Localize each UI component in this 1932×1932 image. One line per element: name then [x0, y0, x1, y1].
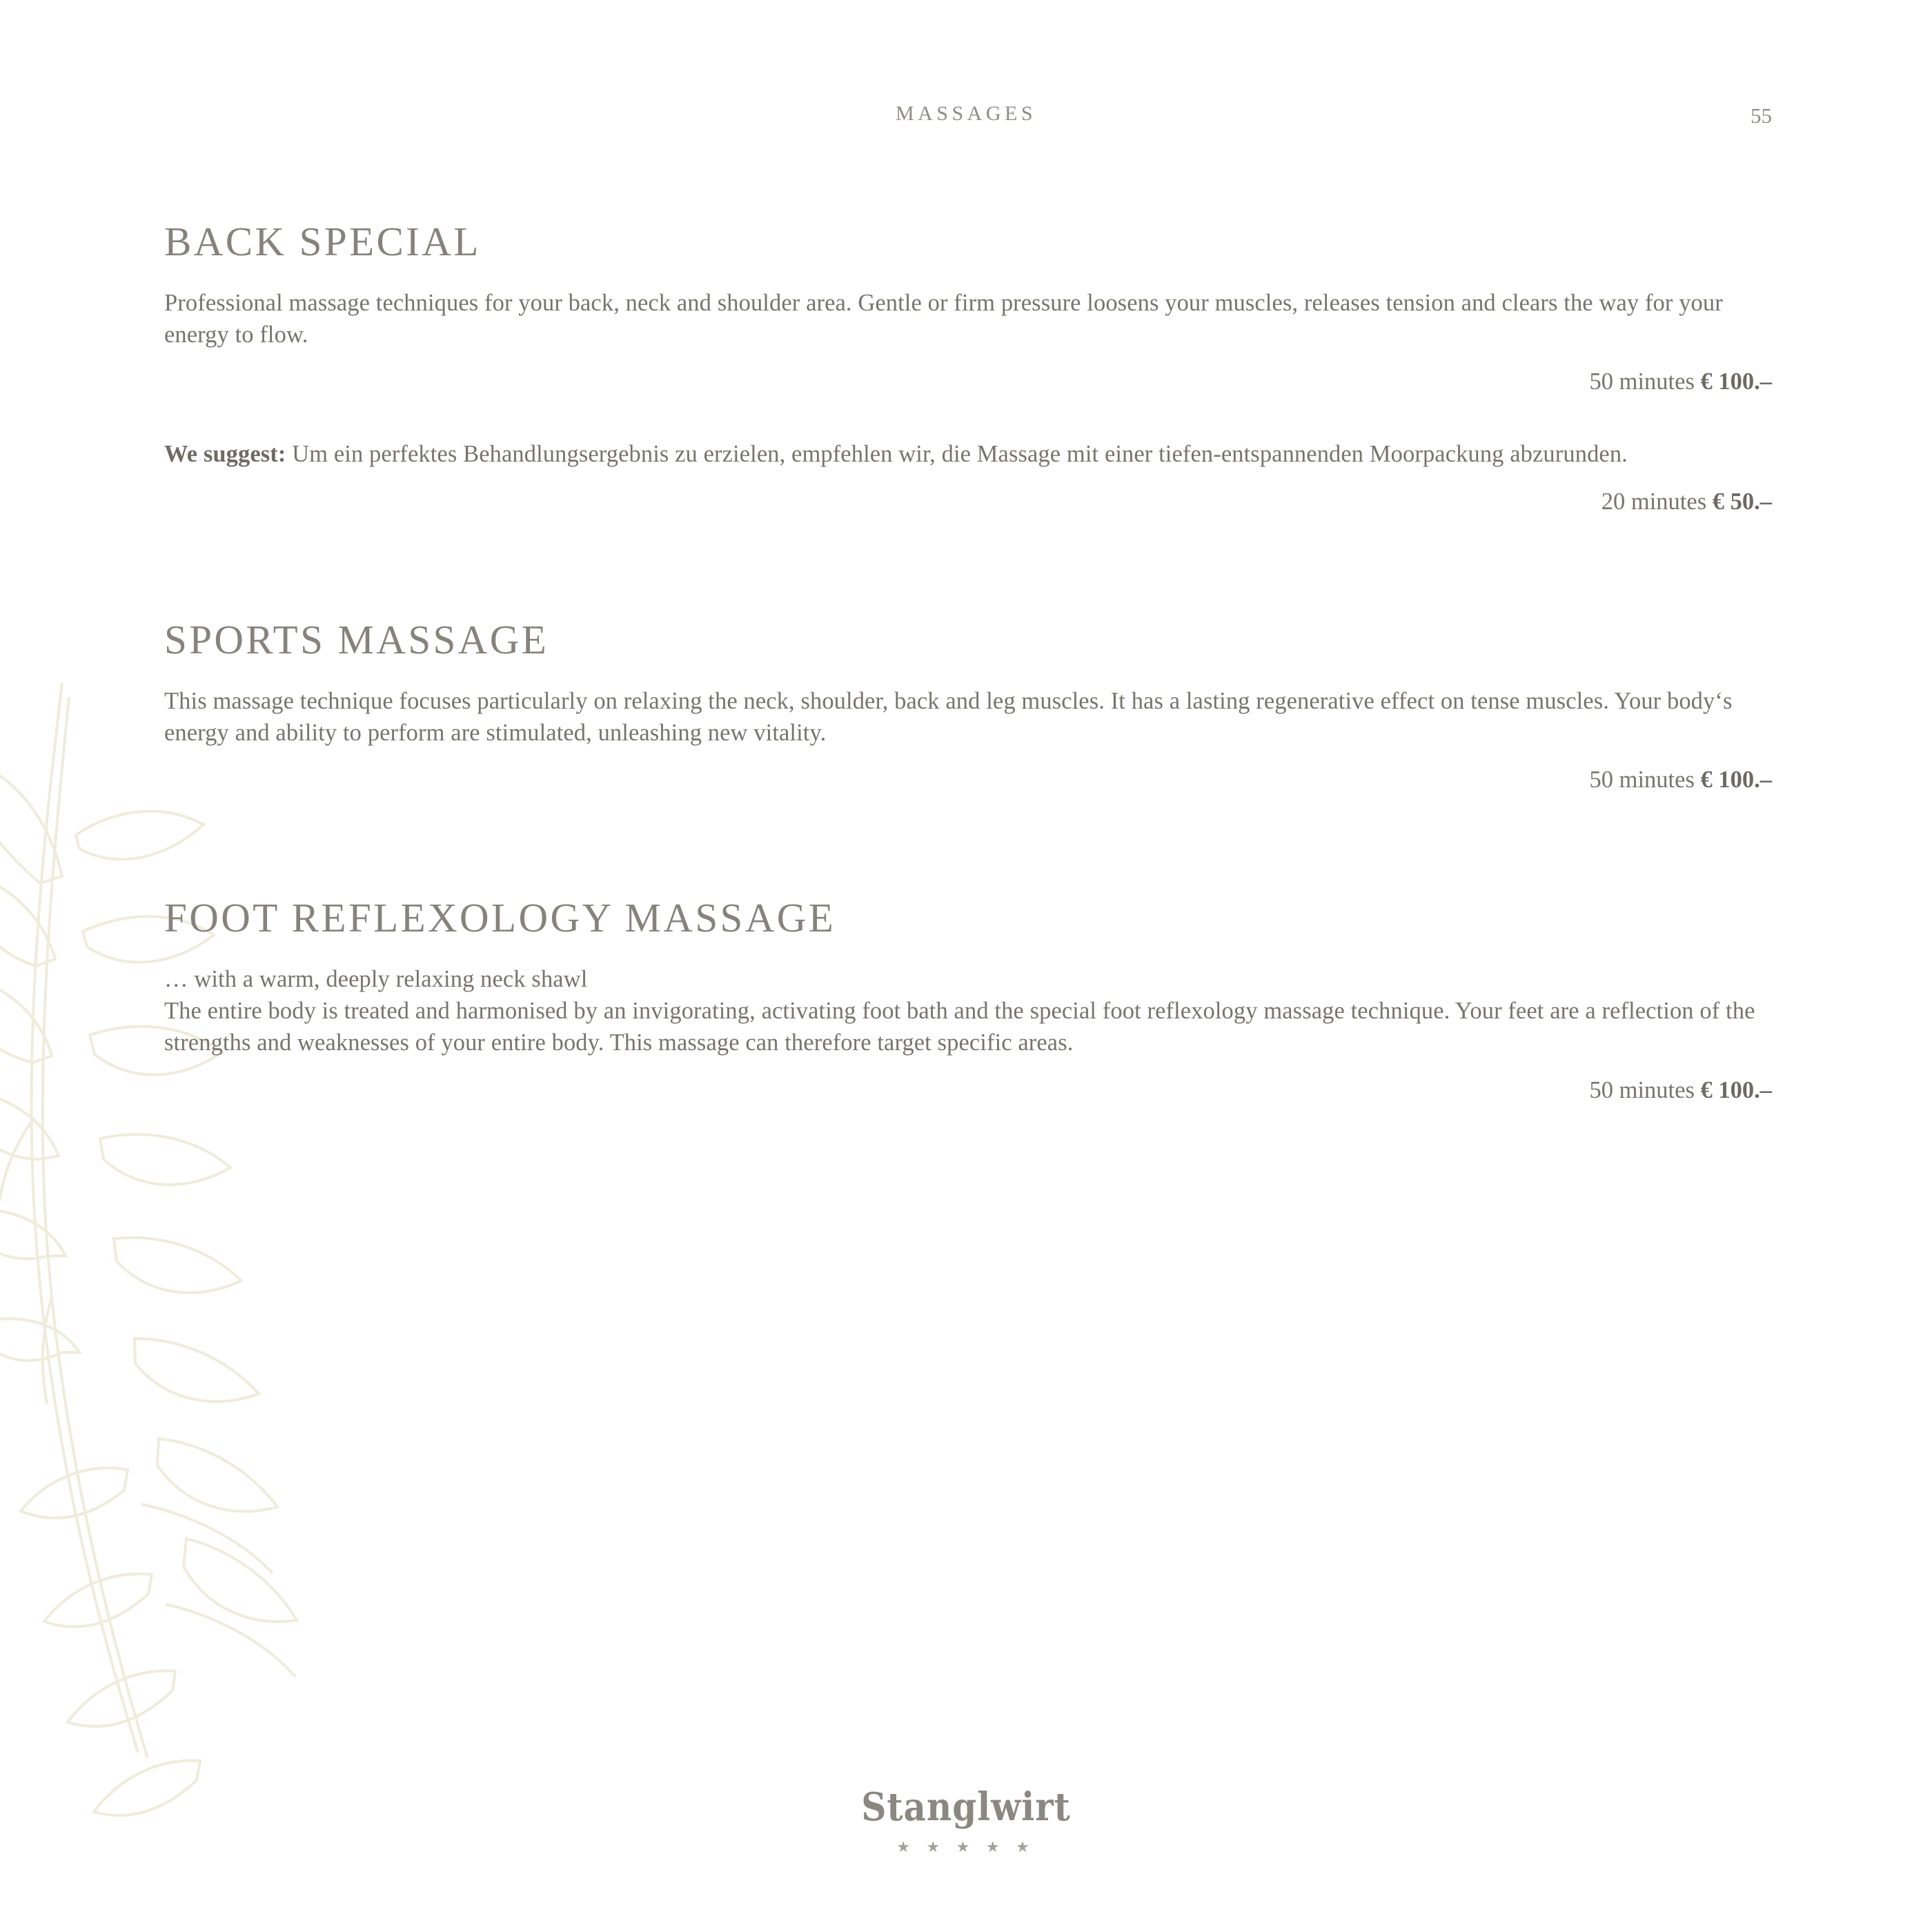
price-duration: 50 minutes	[1589, 766, 1695, 793]
price-amount: € 50.–	[1712, 488, 1772, 515]
section-foot-reflexology-massage	[164, 894, 1772, 1104]
price-duration: 50 minutes	[1589, 1076, 1695, 1103]
content-column	[164, 221, 1772, 1104]
star-rating-icon: ★ ★ ★ ★ ★	[896, 1838, 1036, 1855]
section-heading: SPORTS MASSAGE	[164, 616, 549, 662]
section-heading: BACK SPECIAL	[164, 219, 481, 264]
running-head	[0, 102, 1932, 130]
section-price	[164, 368, 1772, 395]
suggestion-price	[164, 489, 1772, 515]
section-price	[164, 767, 1772, 793]
price-duration: 50 minutes	[1589, 368, 1695, 395]
brand-logo: Stanglwirt	[861, 1784, 1071, 1830]
section-paragraph: The entire body is treated and harmonised by an invigorating, activating foot bath and the special foot reflexology massage technique. Your feet are a reflection of the strengths and weaknesses of your entire body. This massage can therefore target specific areas.	[164, 998, 1755, 1056]
section-heading: FOOT REFLEXOLOGY MASSAGE	[164, 894, 836, 940]
section-price	[164, 1077, 1772, 1104]
running-head-title: MASSAGES	[895, 102, 1037, 125]
price-amount: € 100.–	[1700, 1076, 1772, 1103]
section-paragraph: This massage technique focuses particularly on relaxing the neck, shoulder, back and leg muscles. It has a lasting regenerative effect on tense muscles. Your body‘s energy and ability to perform are stimulated, unleashing new vitality.	[164, 687, 1733, 746]
price-duration: 20 minutes	[1601, 488, 1707, 515]
suggestion-paragraph	[164, 438, 1772, 470]
price-amount: € 100.–	[1700, 766, 1772, 793]
section-back-special	[164, 221, 1772, 515]
section-paragraph: Professional massage techniques for your back, neck and shoulder area. Gentle or firm pressure loosens your muscles, releases tension and clears the way for your energy to flow.	[164, 289, 1723, 348]
section-subtitle: … with a warm, deeply relaxing neck shawl	[164, 965, 588, 992]
page-number: 55	[1751, 103, 1772, 128]
footer	[0, 1786, 1932, 1856]
price-amount: € 100.–	[1700, 368, 1772, 395]
section-sports-massage	[164, 616, 1772, 793]
suggestion-text: Um ein perfektes Behandlungsergebnis zu erzielen, empfehlen wir, die Massage mit einer tiefen-entspannenden Moorpackung abzurunden.	[292, 441, 1628, 468]
suggestion-lead: We suggest:	[164, 441, 286, 468]
